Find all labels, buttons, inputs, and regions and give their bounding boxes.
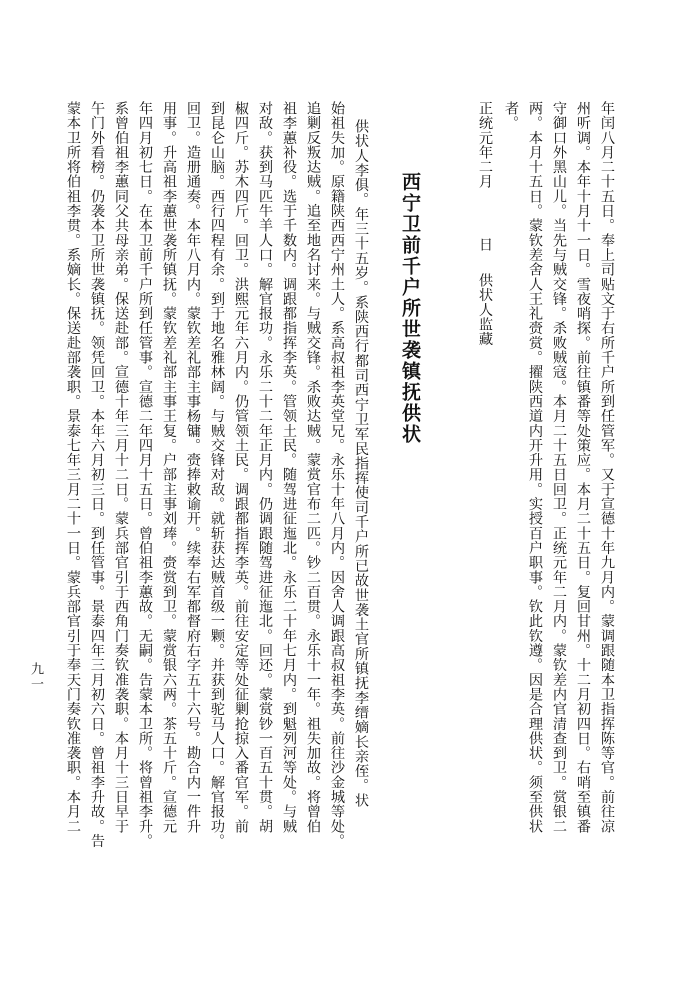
body-line: 蒙本卫所将伯祖李贯。系嫡长。保送赴部袭职。景泰七年三月二十一日。蒙兵部官引于奉天门奏钦准袭职。本月二 (65, 101, 81, 834)
body-line: 到昆仑山脑。西行四程有余。到于地名雅林阔。与贼交锋对敌。就斩获达贼首级一颗。并获到驼马人口。解官报功。 (209, 101, 225, 849)
prev-record-line: 年闰八月二十五日。奉上司贴文于右所千户所到任管军。又于宣德十年九月内。蒙调跟随本卫指挥陈等官。前往凉 (599, 101, 615, 834)
prev-record-line: 者。 (503, 101, 519, 131)
body-line: 对敌。获到马匹牛羊人口。解官报功。永乐二十二年正月内。仍调跟随驾进征迤北。回还。蒙赏钞一百五十贯。胡 (257, 101, 273, 834)
prev-record-line: 两。本月十五日。蒙钦差舍人王礼赍赏。擢陕西道内开升用。实授百户职事。钦此钦遵。因是合理供状。须至供状 (527, 101, 543, 834)
body-line: 年四月初七日。在本卫前千户所到任管事。宣德二年四月十五日。曾伯祖李蕙故。无嗣。告蒙本卫所。将曾祖李升。 (137, 101, 153, 849)
prev-record-day: 日 (477, 237, 493, 252)
body-line: 午门外看榜。仍袭本卫所世袭镇抚。领凭回卫。本年六月初三日。到任管事。景泰四年三月初六日。曾祖李升故。告 (89, 101, 105, 849)
body-line: 用事。升高祖李蕙世袭所镇抚。蒙钦差礼部主事王复。户部主事刘琫。赍赏到卫。蒙赏银六两。茶五十斤。宣德元 (161, 101, 177, 834)
prev-record-line: 州听调。本年十月十一日。雪夜哨探。前往镇番等处策应。本月二十五日。复回甘州。十二月初四日。右哨至镇番 (575, 101, 591, 834)
body-line: 始祖失加。原籍陕西西宁州土人。系高叔祖李英堂兄。永乐十年八月内。因舍人调跟高叔祖李英。前往沙金城等处。 (329, 101, 345, 849)
body-line: 回卫。造册通奏。本年八月内。蒙钦差礼部主事杨镛。赍捧敕谕开。续奉右军都督府右字五十六号。勘合内一件升 (185, 101, 201, 834)
body-line: 祖李蕙补役。选于千数内。调跟都指挥李英。管领土民。随驾进征迤北。永乐二十年七月内。到魁列河等处。与贼 (281, 101, 297, 834)
prev-record-date: 正统元年二月 (477, 101, 493, 189)
section-title: 西宁卫前千户所世袭镇抚供状 (399, 172, 421, 445)
prev-record-signature: 供状人监藏 (477, 273, 493, 347)
body-line: 系曾伯祖李蕙同父共母亲弟。保送赴部。宣德十年三月十二日。蒙兵部官引于西角门奏钦准袭职。本月十三日早于 (113, 101, 129, 834)
body-line: 供状人李俱。年三十五岁。系陕西行都司西宁卫军民指挥使司千户所已故世袭土官所镇抚李缙嫡长亲侄。状 (353, 119, 369, 808)
body-line: 椒四斤。苏木四斤。回卫。洪熙元年六月内。仍管领土民。调跟都指挥李英。前往安定等处征剿抢掠入番官军。前 (233, 101, 249, 834)
page-number: 九一 (28, 662, 43, 692)
prev-record-line: 守御口外黑山儿。当先与贼交锋。杀败贼寇。本月二十五日回卫。正统元年二月内。蒙钦差内官清查到卫。赏银二 (551, 101, 567, 834)
body-line: 追剿反叛达贼。追至地名讨来。与贼交锋。杀败达贼。蒙赏官布二匹。钞二百贯。永乐十一年。祖失加故。将曾伯 (305, 101, 321, 834)
prev-record-date-line (476, 101, 494, 401)
